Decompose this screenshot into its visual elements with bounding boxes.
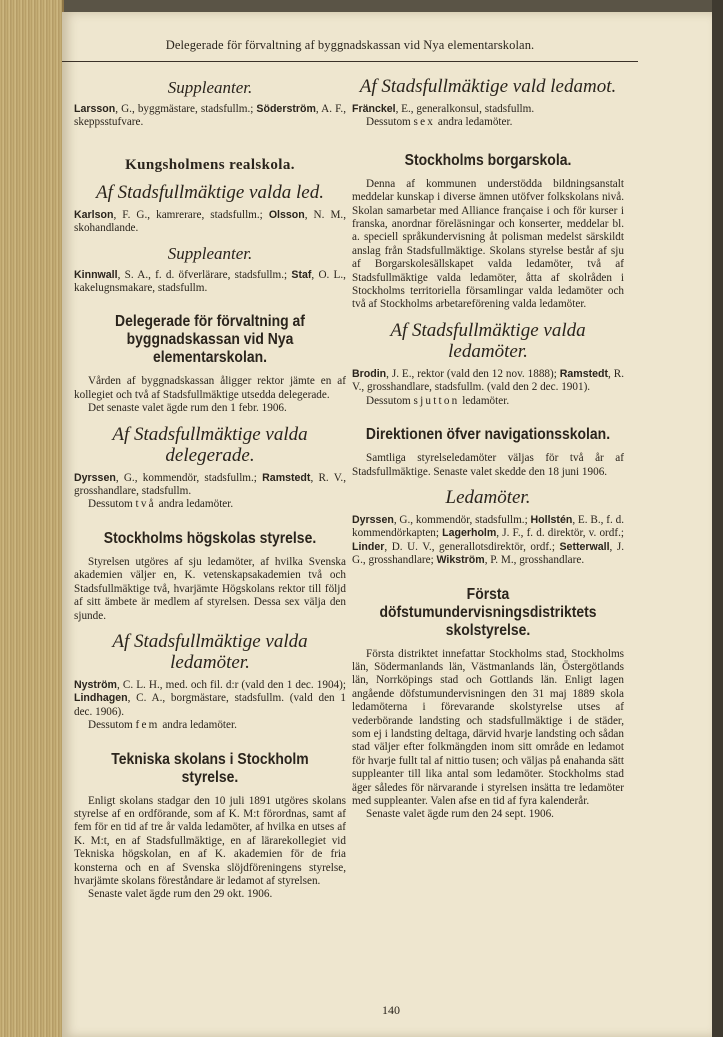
- right-column: [352, 70, 624, 822]
- tekniska-valet: Senaste valet ägde rum den 29 okt. 1906.: [88, 888, 273, 901]
- navigation-members: [352, 514, 624, 568]
- member-name: Kinnwall: [74, 268, 118, 281]
- member-name: Lagerholm: [442, 527, 497, 540]
- section-title-tekniska: Tekniska skolans i Stockholm styrelse.: [111, 750, 309, 786]
- member-name: Karlson: [74, 208, 114, 221]
- navigation-subheading: Ledamöter.: [445, 486, 531, 508]
- extra-text: andra ledamöter.: [159, 719, 237, 732]
- member-name: Lindhagen: [74, 692, 128, 705]
- member-name: Wikström: [436, 554, 485, 567]
- extra-count: sex: [413, 116, 436, 129]
- member-details: , G., kommendör, stadsfullm.;: [393, 513, 531, 526]
- extra-count: fem: [135, 719, 160, 732]
- tekniska-paragraph: Enligt skolans stadgar den 10 juli 1891 utgöres skolans styrelse af en ordförande, som af K. M:t förordnas, samt af fem för en tid af tre år valda ledamöter, af hvilka en utses af K. M:t, en af Stadsfullmäktige, en af lärarekollegiet vid Tekniska högskolan, en af K. akademien för de fria konsterna och en af Svenska slöjdföreningens styrelse, hvarjämte skolans föreståndare är ledamot af styrelsen.: [74, 794, 346, 887]
- delegerade-paragraph: Vården af byggnadskassan åligger rektor jämte en af kollegiet och två af Stadsfullmäktige utsedda delegerade.: [74, 375, 346, 401]
- member-name: Fränckel: [352, 103, 396, 115]
- borgarskola-subheading: Af Stadsfullmäktige valda ledamöter.: [390, 319, 586, 362]
- member-details: , R. V., grosshandlare, stadsfullm. (vald den 2 dec. 1901).: [352, 367, 624, 394]
- kungsholm-members: [74, 209, 346, 236]
- header-rule: [62, 61, 638, 62]
- extra-count: två: [135, 498, 156, 511]
- dofstum-paragraph: Första distriktet innefattar Stockholms stad, Stockholms län, Södermanlands län, Västmanlands län, Östergötlands län, Norrköpings stad och Gottlands län. Enligt lagen angående döfstumundervisningen den 31 maj 1889 skola ledamöterna i förevarande skolstyrelse utses af vederbörande landsting och stadsfullmäktige i de städer, som ej i landsting deltaga, därvid hvarje landsting och sådan stad väljer efter folkmängden inom sitt område en ledamot för hvarje fullt tal af nittio tusen; och väljas på enahanda sätt suppleanter till lika antal som ledamöter. Stockholms stad äger således för närvarande i styrelsen insätta tre ledamöter med suppleanter. Valen afse en tid af fyra kalenderår.: [352, 647, 624, 807]
- extra-text: Dessutom: [88, 498, 136, 511]
- member-details: , J. E., rektor (vald den 12 nov. 1888);: [386, 367, 560, 380]
- extra-text: andra ledamöter.: [155, 498, 234, 511]
- borgarskola-members: [352, 368, 624, 395]
- vald-subheading: Af Stadsfullmäktige vald ledamot.: [359, 76, 617, 97]
- extra-text: Dessutom: [366, 394, 414, 407]
- section-title-kungsholm: Kungsholmens realskola.: [125, 156, 295, 173]
- book-spine: [0, 0, 64, 1037]
- navigation-paragraph: Samtliga styrelseledamöter väljas för två år af Stadsfullmäktige. Senaste valet skedde den 18 juni 1906.: [352, 452, 624, 478]
- member-name: Hollstén: [530, 513, 573, 526]
- vald-member: [352, 103, 624, 116]
- delegerade-extra: [74, 498, 346, 511]
- suppleanter-list-2: [74, 269, 346, 296]
- extra-count: sjutton: [413, 394, 460, 407]
- vald-extra: [352, 116, 624, 129]
- member-details: , C. L. H., med. och fil. d:r (vald den 1 dec. 1904);: [116, 678, 346, 691]
- member-name: Ramstedt: [559, 367, 609, 380]
- member-details: , E. B., f. d. kommendörkapten;: [352, 513, 624, 540]
- section-title-borgarskola: Stockholms borgarskola.: [404, 151, 572, 169]
- borgarskola-extra: [352, 395, 624, 408]
- member-name: Larsson: [74, 103, 116, 115]
- member-details: , P. M., grosshandlare.: [484, 554, 585, 567]
- page-number: 140: [382, 1003, 400, 1017]
- member-details: , J. F., f. d. direktör, v. ordf.;: [496, 527, 625, 540]
- extra-text: andra ledamöter.: [435, 116, 513, 129]
- suppleanter-list: [74, 103, 346, 130]
- member-name: Brodin: [352, 367, 387, 380]
- member-details: , S. A., f. d. öfverlärare, stadsfullm.;: [117, 268, 292, 281]
- member-details: , G., kommendör, stadsfullm.;: [115, 471, 263, 484]
- member-name: Nyström: [74, 678, 117, 691]
- member-details: , E., generalkonsul, stadsfullm.: [395, 103, 535, 115]
- member-details: , N. M., skohandlande.: [74, 208, 346, 235]
- extra-text: ledamöter.: [459, 394, 510, 407]
- member-name: Söderström: [256, 103, 316, 115]
- member-details: , D. U. V., generallotsdirektör, ordf.;: [384, 540, 560, 553]
- member-name: Dyrssen: [352, 513, 394, 526]
- member-details: , C. A., borgmästare, stadsfullm. (vald den 1 dec. 1906).: [74, 692, 346, 718]
- kungsholm-subheading: Af Stadsfullmäktige valda led.: [96, 181, 324, 203]
- delegerade-valet: Det senaste valet ägde rum den 1 febr. 1906.: [88, 402, 287, 415]
- member-details: , G., byggmästare, stadsfullm.;: [115, 103, 257, 115]
- hogskola-paragraph: Styrelsen utgöres af sju ledamöter, af hvilka Svenska akademien väljer en, K. vetenskapsakademien två och Stadsfullmäktige två, hvarjämte Högskolans rektor till följd af sitt ämbete är medlem af styrelsen. Dessa sex välja den sjunde.: [74, 555, 346, 622]
- delegerade-subheading: Af Stadsfullmäktige valda delegerade.: [112, 423, 308, 466]
- extra-text: Dessutom: [366, 116, 414, 129]
- page-edge: [712, 0, 723, 1037]
- section-title-delegerade: Delegerade för förvaltning af byggnadskassan vid Nya elementarskolan.: [115, 313, 305, 367]
- suppleanter-heading: Suppleanter.: [167, 78, 253, 97]
- member-details: , O. L., kakelugnsmakare, stadsfullm.: [74, 268, 346, 295]
- hogskola-extra: [74, 719, 346, 732]
- member-name: Setterwall: [559, 540, 610, 553]
- member-name: Ramstedt: [262, 471, 311, 484]
- extra-text: Dessutom: [88, 719, 136, 732]
- member-details: , R. V., grosshandlare, stadsfullm.: [74, 471, 346, 498]
- member-details: , F. G., kamrerare, stadsfullm.;: [113, 208, 269, 221]
- section-title-navigation: Direktionen öfver navigationsskolan.: [365, 426, 611, 444]
- member-name: Dyrssen: [74, 471, 116, 484]
- member-name: Olsson: [268, 208, 305, 221]
- suppleanter-heading-2: Suppleanter.: [167, 243, 253, 263]
- section-title-dofstum: Första döfstumundervisningsdistriktets skolstyrelse.: [379, 585, 597, 639]
- member-details: , A. F., skeppsstufvare.: [74, 103, 346, 129]
- left-column: [74, 70, 346, 902]
- hogskola-members: [74, 679, 346, 719]
- borgarskola-paragraph: Denna af kommunen understödda bildningsanstalt meddelar kunskap i diverse ämnen utöfver folkskolans nivå. Skolan samarbetar med Alliance française i och för kurser i franska, anordnar föreläsningar och konserter, meddelar bl. a. speciell språkundervisning åt polisman medelst särskildt anslag från Stadsfullmäktige. Skolans styrelse består af sju af Borgarskolesällskapet valda ledamöter, två af Stadsfullmäktige valda ledamöter, åtta af skolråden i Stockholms territoriella församlingar valda ledamöter och två af Stockholms arbetareförening valda ledamöter.: [352, 177, 624, 311]
- member-name: Linder: [352, 540, 385, 553]
- section-title-hogskola: Stockholms högskolas styrelse.: [103, 529, 317, 547]
- hogskola-subheading: Af Stadsfullmäktige valda ledamöter.: [112, 630, 308, 673]
- dofstum-valet: Senaste valet ägde rum den 24 sept. 1906.: [366, 808, 554, 821]
- delegerade-members: [74, 472, 346, 499]
- member-name: Staf: [291, 268, 312, 281]
- member-details: , J. G., grosshandlare;: [352, 540, 625, 567]
- running-head: Delegerade för förvaltning af byggnadskassan vid Nya elementarskolan.: [165, 38, 535, 52]
